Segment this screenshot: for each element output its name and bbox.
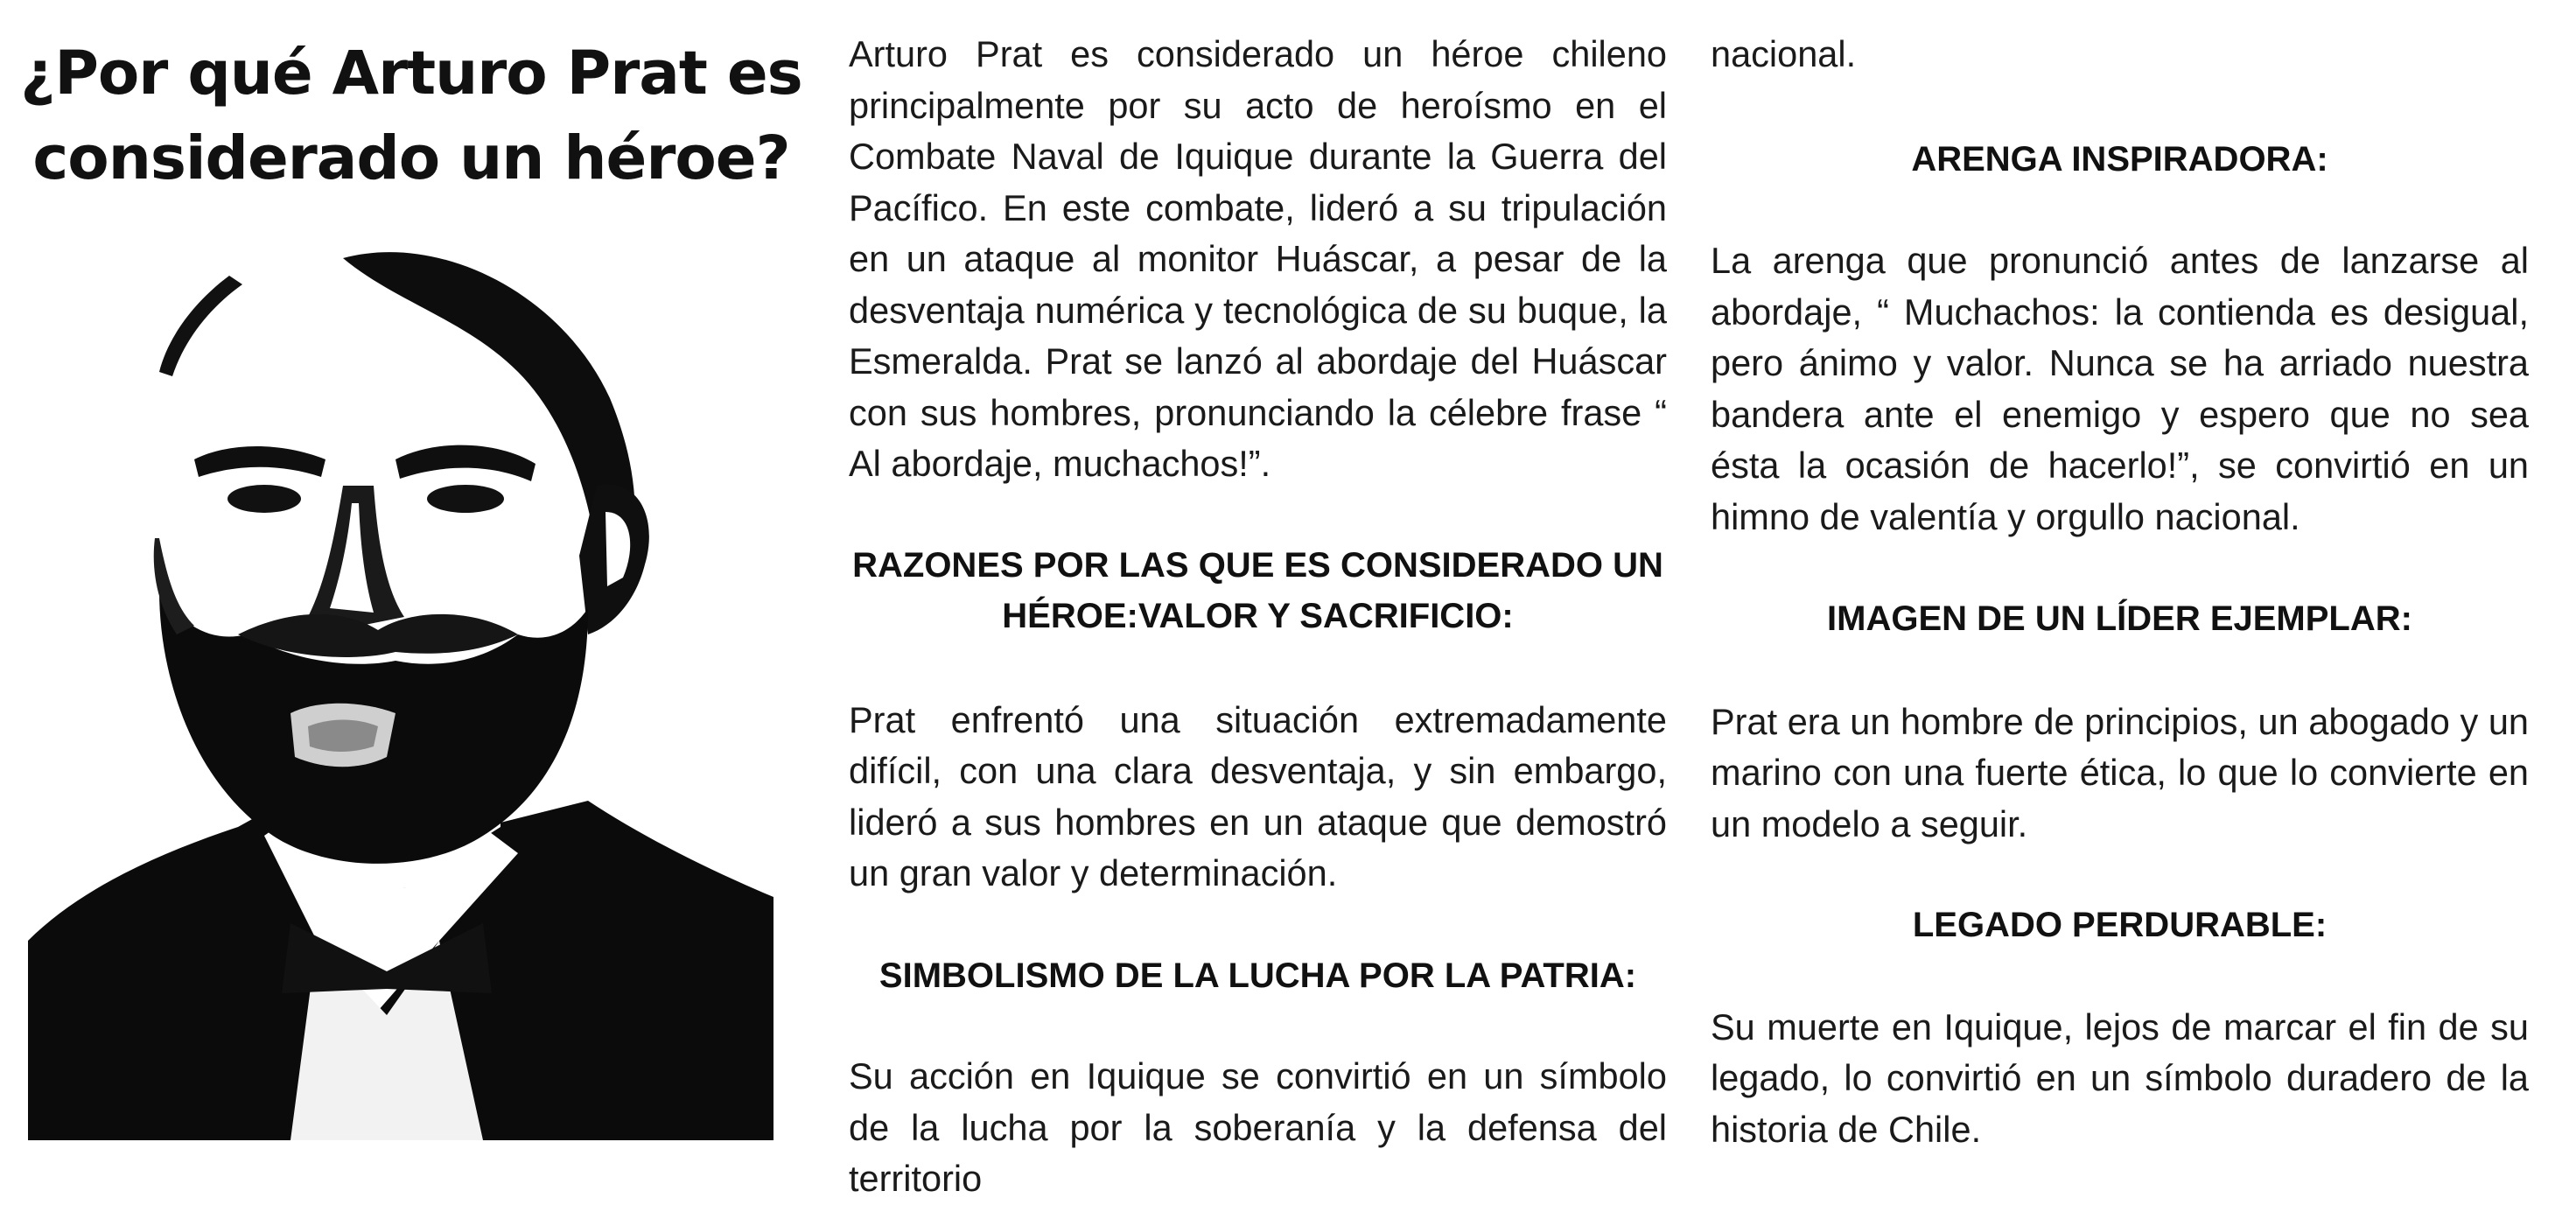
valor-heading: RAZONES POR LAS QUE ES CONSIDERADO UN HÉROE:VALOR Y SACRIFICIO: [852,545,1663,635]
legado-paragraph: Su muerte en Iquique, lejos de marcar el fin de su legado, lo convirtió en un símbolo duradero de la historia de Chile. [1711,1005,2529,1150]
simbolismo-paragraph-continued: nacional. [1711,33,1857,74]
intro-paragraph: Arturo Prat es considerado un héroe chileno principalmente por su acto de heroísmo en el Combate Naval de Iquique durante la Guerra del Pacífico. En este combate, lideró a su tripulación en un ataque al monitor Huáscar, a pesar de la desventaja numérica y tecnológica de su buque, la Esmeralda. Prat se lanzó al abordaje del Huáscar con sus hombres, pronunciando la célebre frase “ Al abordaje, muchachos!”. [849,33,1667,484]
simbolismo-heading: SIMBOLISMO DE LA LUCHA POR LA PATRIA: [878,956,1637,995]
simbolismo-paragraph: Su acción en Iquique se convirtió en un símbolo de la lucha por la soberanía y la defensa del territorio [849,1055,1667,1199]
arenga-paragraph: La arenga que pronunció antes de lanzarse al abordaje, “ Muchachos: la contienda es desigual, pero ánimo y valor. Nunca se ha arriado nuestra bandera ante el enemigo y espero que no sea ésta la ocasión de hacerlo!”, se convirtió en un himno de valentía y orgullo nacional. [1711,240,2529,537]
valor-paragraph: Prat enfrentó una situación extremadamente difícil, con una clara desventaja, y sin embargo, lideró a sus hombres en un ataque que demostró un gran valor y determinación. [849,698,1667,893]
right-column [1711,0,2529,1187]
middle-column [849,0,1667,1199]
arenga-heading: ARENGA INSPIRADORA: [1911,139,2328,179]
lider-heading: IMAGEN DE UN LÍDER EJEMPLAR: [1827,599,2412,638]
portrait-image [28,223,774,1140]
arturo-prat-portrait-illustration [28,223,774,1140]
page-title: ¿Por qué Arturo Prat es considerado un héroe? [20,39,802,193]
left-column [0,0,822,1187]
lider-paragraph: Prat era un hombre de principios, un abogado y un marino con una fuerte ética, lo que lo convierte en un modelo a seguir. [1711,700,2529,844]
legado-heading: LEGADO PERDURABLE: [1912,906,2328,944]
